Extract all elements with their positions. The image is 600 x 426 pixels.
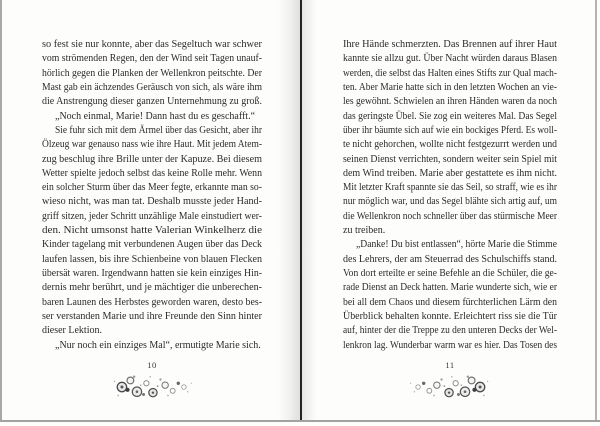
text-line: „Danke! Du bist entlassen“, hörte Marie die Stimme (356, 239, 557, 251)
text-line: dieser Lektion. (42, 325, 102, 337)
text-line: vom strömenden Regen, den der Wind seit Tagen unauf- (42, 53, 262, 65)
text-line: kannte sie allzu gut. Über Nacht würden daraus Blasen (343, 53, 557, 65)
text-line: den. Nicht umsonst hatte Valerian Winkelherz die (42, 225, 263, 237)
text-line: baren Launen des Herbstes geworden waren, desto bes- (42, 296, 263, 308)
text-line: te nicht gehorchen, wollte nicht festgezurrt werden und (343, 139, 558, 151)
text-line: des Lehrers, der am Steuerrad des Schulschiffs stand. (343, 253, 557, 265)
text-line: „Noch einmal, Marie! Dann hast du es geschafft.“ (55, 110, 256, 122)
text-line: zu treiben. (343, 225, 386, 237)
floral-cluster-ornament-icon (406, 372, 494, 403)
text-line: Kinder tagelang mit verbundenen Augen über das Deck (42, 239, 262, 251)
page-edge-bottom (0, 420, 600, 422)
text-line: les gewöhnt. Schwielen an ihren Händen waren da noch (343, 96, 558, 108)
text-line: die Wellenkron noch schneller über das stürmische Meer (343, 210, 557, 222)
text-line: griff sitzen, jeder Schritt unzählige Male einstudiert wer- (42, 210, 263, 222)
floral-cluster-ornament-icon (108, 372, 196, 403)
text-line: seinen Dienst verrichten, sondern weiter sein Spiel mit (343, 153, 558, 165)
text-line: Ihre Hände schmerzten. Das Brennen auf ihrer Haut (343, 39, 557, 50)
text-line: hörlich gegen die Planken der Wellenkron peitschte. Der (42, 67, 262, 79)
page-edge-left (0, 0, 2, 422)
right-page-text (343, 38, 557, 353)
text-line: übersät waren. Irgendwann hatten sie kein einziges Hin- (42, 268, 263, 279)
gutter-shadow (302, 0, 316, 421)
text-line: Überblick behalten konnte. Erleichtert riss sie die Tür (343, 310, 557, 322)
text-line: Ölzeug war genauso nass wie ihre Haut. Mit jedem Atem- (42, 139, 263, 151)
text-line: nur möglich war, und das Segel blähte sich artig auf, um (343, 196, 557, 208)
text-line: Mast gab ein ächzendes Geräusch von sich, als wäre ihm (42, 81, 263, 93)
text-line: Mit letzter Kraft spannte sie das Seil, so straff, wie es ihr (343, 182, 557, 194)
gutter-shadow (278, 0, 300, 421)
text-line: werden, die selbst das Halten eines Stifts zur Qual mach- (343, 67, 557, 79)
left-page-footer (42, 360, 262, 408)
text-line: über ihr bäumte sich auf wie ein bockiges Pferd. Es woll- (343, 124, 558, 136)
text-line: dem Wind treiben. Marie aber gestattete es ihm nicht. (343, 167, 558, 179)
page-number: 10 (147, 360, 157, 370)
text-line: ten. Aber Marie hatte sich in den letzten Wochen an vie- (343, 81, 557, 93)
text-line: laufen lassen, bis ihre Schienbeine von blauen Flecken (42, 253, 263, 265)
text-line: rade Dienst an Deck hatten. Marie wunderte sich, wie er (343, 282, 557, 294)
text-line: die Anstrengung dieser ganzen Unternehmung zu groß. (42, 96, 263, 108)
text-line: Von dort erteilte er seine Befehle an die Schüler, die ge- (343, 268, 558, 279)
text-line: ein solcher Sturm über das Meer fegte, erkannte man so- (42, 182, 262, 194)
text-line: Sie fuhr sich mit dem Ärmel über das Gesicht, aber ihr (55, 124, 262, 136)
text-line: Wetter spielte jedoch selbst das keine Rolle mehr. Wenn (42, 167, 262, 179)
text-line: „Nur noch ein einziges Mal“, ermutigte Marie sich. (55, 339, 261, 351)
text-line: ser verstanden Marie und ihre Freunde den Sinn hinter (42, 310, 263, 322)
text-line: wieso nicht, was man tat. Deshalb musste jeder Hand- (42, 196, 263, 208)
text-line: auf, hinter der die Treppe zu den unteren Decks der Wel- (343, 325, 557, 337)
text-line: so fest sie nur konnte, aber das Segeltuch war schwer (42, 39, 262, 50)
text-line: zug beschlug ihre Brille unter der Kapuze. Bei diesem (42, 153, 262, 165)
page-edge-right (595, 0, 597, 422)
text-line: bei all dem Chaos und diesem fürchterlichen Lärm den (343, 296, 557, 308)
book-gutter (300, 0, 302, 421)
text-line: lenkron lag. Wunderbar warm war es hier. Das Tosen des (343, 339, 557, 351)
page-number: 11 (445, 360, 455, 370)
left-page-text (42, 38, 262, 353)
right-page-footer (343, 360, 557, 408)
text-line: dernis mehr berührt, und je mächtiger die unberechen- (42, 282, 263, 294)
text-line: das geringste Übel. Sie zog ein weiteres Mal. Das Segel (343, 110, 557, 122)
